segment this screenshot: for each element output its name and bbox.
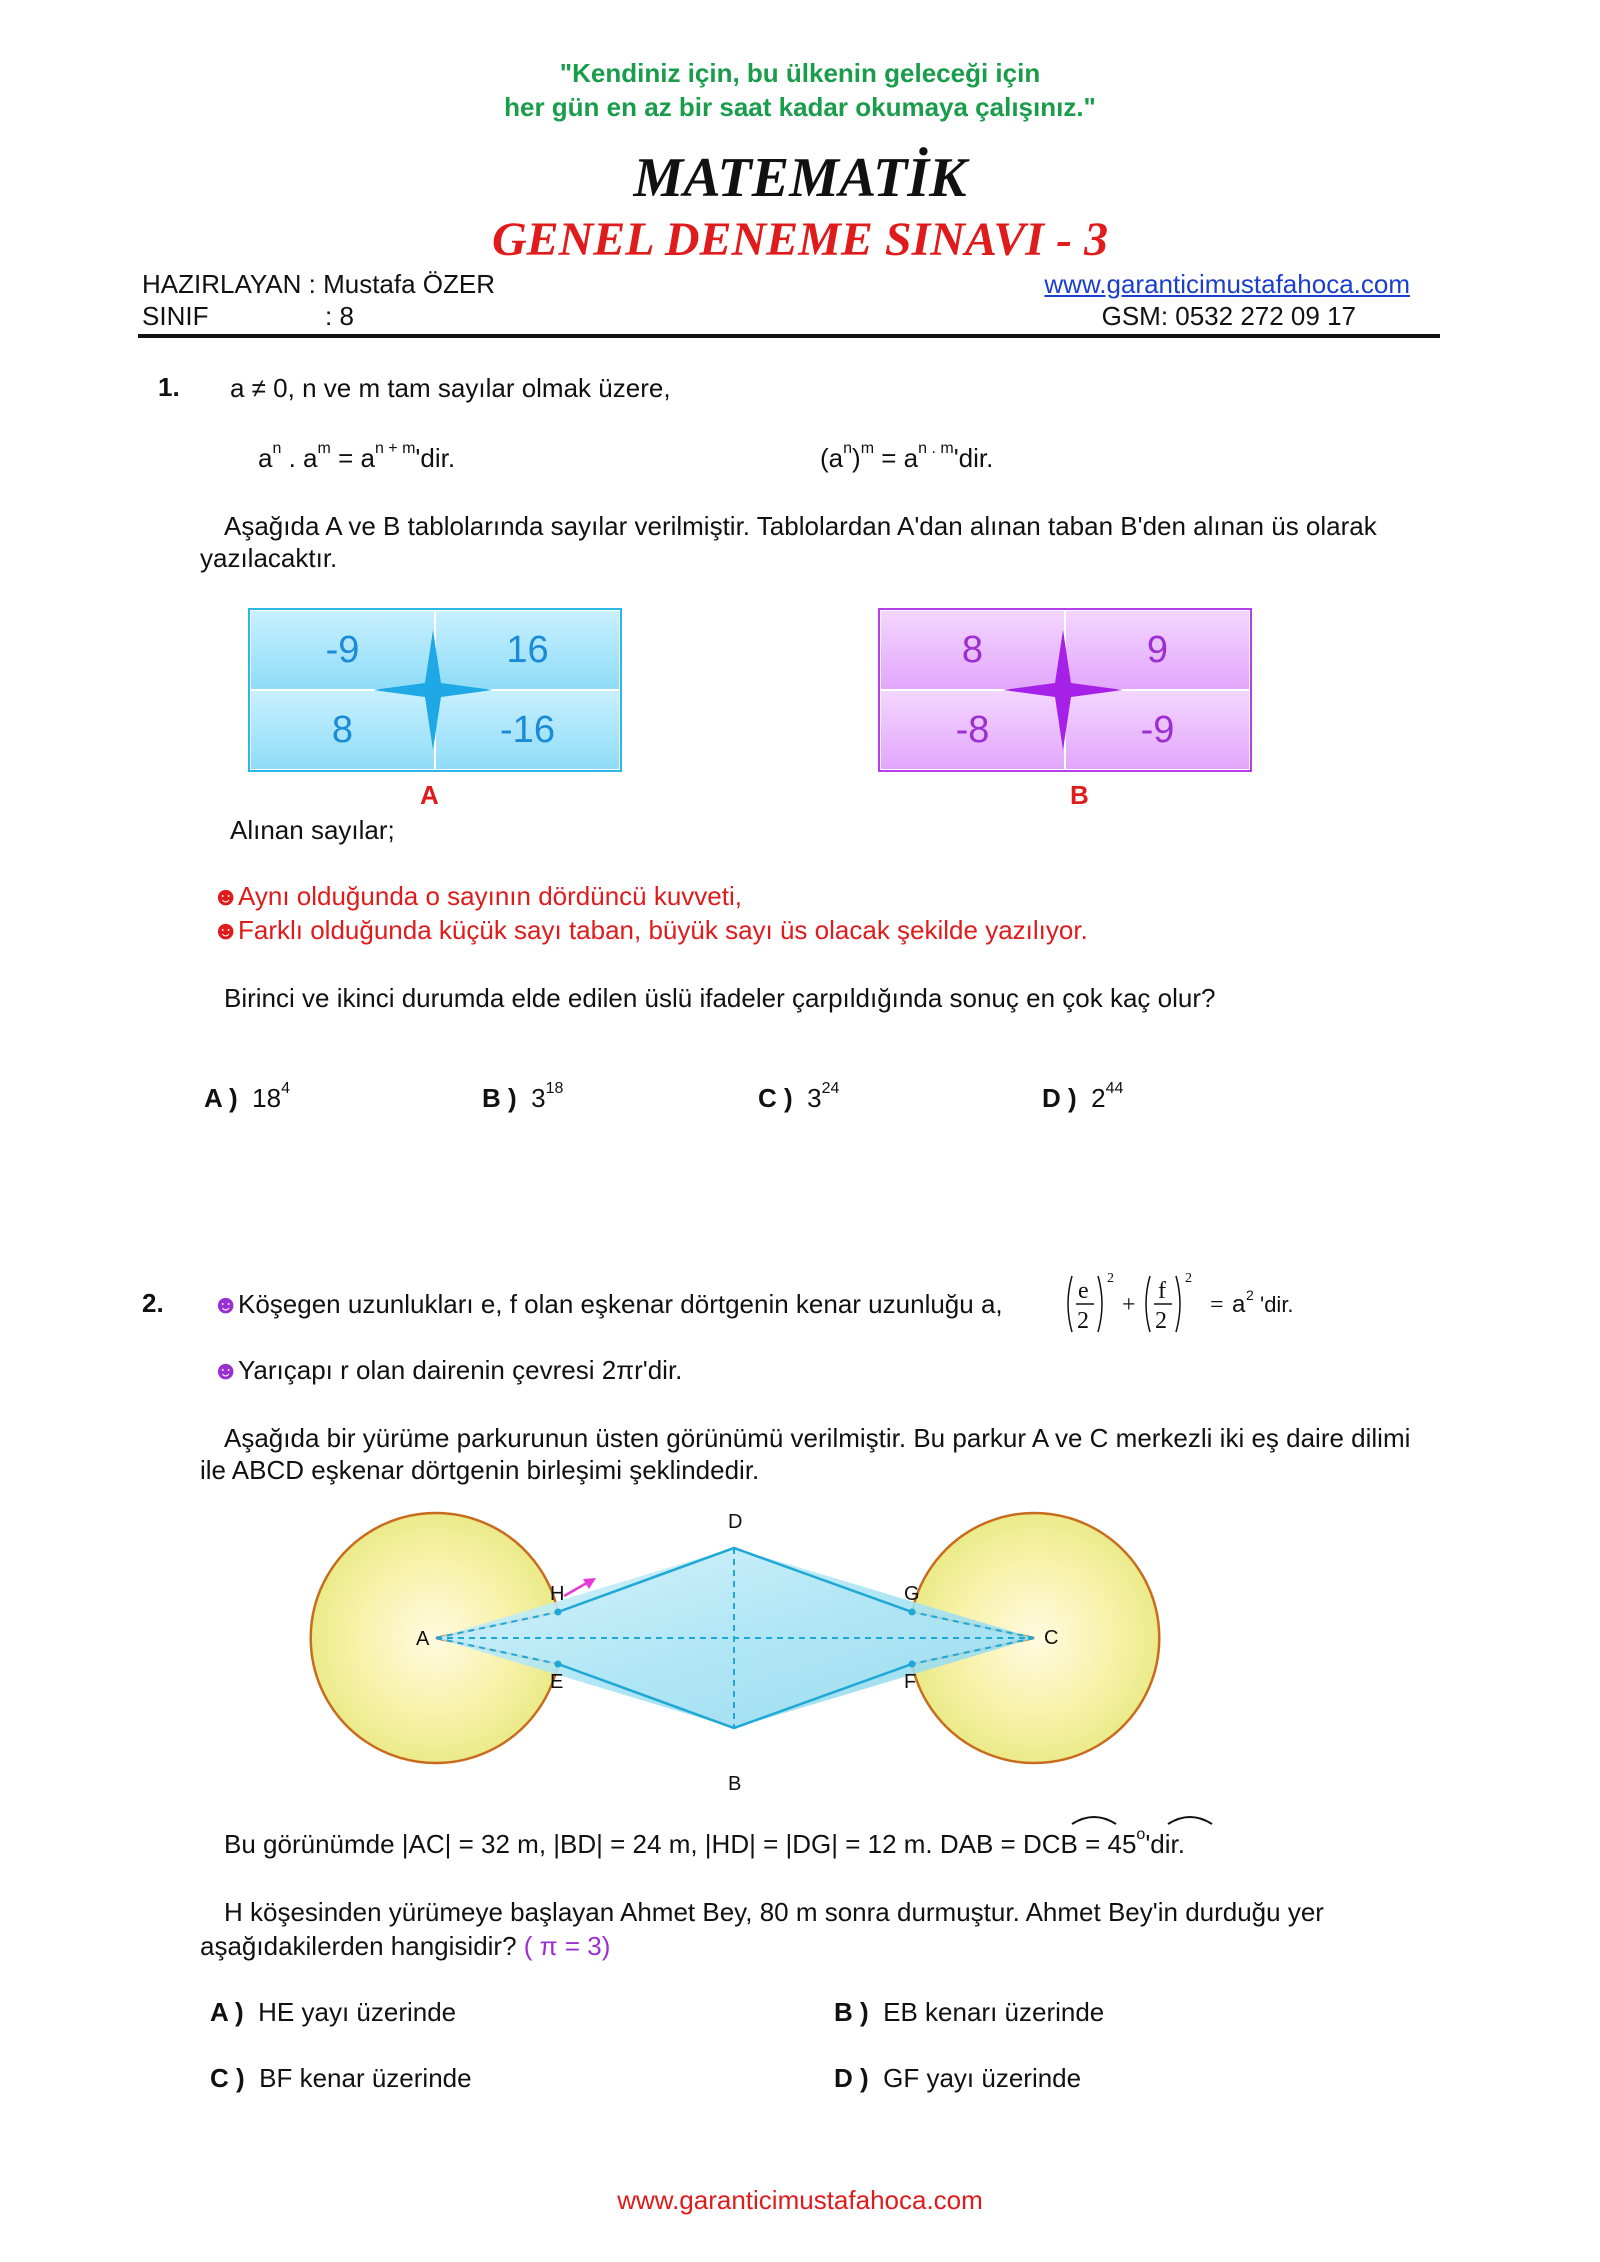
smiley-bullet-icon: ☻ [212,1289,240,1319]
q2-option-b[interactable] [834,1996,1104,2028]
question-2-line-2-text: aşağıdakilerden hangisidir? [200,1931,517,1961]
motto-line-1: "Kendiniz için, bu ülkenin geleceği için [559,58,1041,88]
point-label-f: F [904,1671,917,1693]
option-text: HE yayı üzerinde [258,1997,457,2027]
option-text: BF kenar üzerinde [259,2063,472,2093]
fact-1-text: Köşegen uzunlukları e, f olan eşkenar dörtgenin kenar uzunluğu a, [238,1289,1003,1319]
option-letter: B ) [834,1997,869,2027]
q2-option-d[interactable] [834,2062,1081,2094]
motto-line-2: her gün en az bir saat kadar okumaya çalışınız." [504,92,1096,122]
table-a-cell: 8 [250,690,435,770]
q1-option-c[interactable] [758,1082,839,1114]
option-letter: C ) [758,1083,793,1113]
table-b-star-icon [878,608,1252,772]
table-a-star-icon [248,608,622,772]
class-value: : 8 [325,301,354,331]
table-a-label: A [420,780,439,810]
q1-option-b[interactable] [482,1082,563,1114]
svg-text:=: = [1210,1292,1224,1318]
point-label-a: A [416,1628,430,1650]
exponent-rule-product: $a^n$ . $a^m = a^{n + m}'dir$. [258,440,456,473]
svg-text:2: 2 [1077,1308,1089,1334]
table-b-cell: 8 [880,610,1065,690]
question-2-line-1: H köşesinden yürümeye başlayan Ahmet Bey, 80 m sonra durmuştur. Ahmet Bey'in durduğu yer [224,1897,1324,1927]
question-2-number: 2. [142,1288,164,1318]
page-title: MATEMATİK [633,147,967,209]
question-1-intro: a ≠ 0, n ve m tam sayılar olmak üzere, [230,373,671,403]
question-1-number: 1. [158,372,180,402]
angle-arc-marks [1066,1808,1226,1828]
svg-text:2: 2 [1107,1271,1114,1286]
q1-option-a[interactable] [204,1082,290,1114]
svg-text:2: 2 [1185,1271,1192,1286]
point-label-d: D [728,1511,743,1533]
exponent-rule-power: $(a^n)^m = a^{n . m}'dir$. [820,440,994,473]
smiley-bullet-icon: ☻ [212,1355,240,1385]
q1-option-d[interactable] [1042,1082,1123,1114]
option-letter: A ) [210,1997,244,2027]
given-measures-text: Bu görünümde |AC| = 32 m, |BD| = 24 m, |HD| = |DG| = 12 m. DAB = DCB = 45 [224,1829,1137,1859]
option-letter: C ) [210,2063,245,2093]
point-label-e: E [550,1671,564,1693]
option-exponent: 4 [281,1080,290,1097]
table-b-label: B [1070,780,1089,810]
option-exponent: 44 [1105,1080,1124,1097]
svg-text:e: e [1078,1278,1089,1304]
q2-option-a[interactable] [210,1996,456,2028]
fact-2-text: Yarıçapı r olan dairenin çevresi 2πr'dir. [238,1355,683,1385]
option-exponent: 18 [545,1080,564,1097]
point-label-b: B [728,1773,742,1795]
fact-1 [212,1288,1003,1320]
q2-option-c[interactable] [210,2062,472,2094]
rule-2-text: Farklı olduğunda küçük sayı taban, büyük sayı üs olacak şekilde yazılıyor. [238,915,1088,945]
option-base: 3 [531,1083,546,1113]
given-measures-tail: 'dir. [1145,1829,1185,1859]
option-base: 18 [252,1083,282,1113]
svg-text:f: f [1158,1278,1166,1304]
option-exponent: 24 [821,1080,840,1097]
option-letter: D ) [834,2063,869,2093]
point-label-c: C [1044,1627,1059,1649]
option-letter: D ) [1042,1083,1077,1113]
rule-1-text: Aynı olduğunda o sayının dördüncü kuvveti, [238,881,742,911]
header-divider [138,334,1440,338]
author-label: HAZIRLAYAN : Mustafa ÖZER [142,269,496,299]
svg-text:2: 2 [1155,1308,1167,1334]
smiley-bullet-icon: ☻ [212,915,240,945]
table-b-cell: 9 [1065,610,1250,690]
pi-note: ( π = 3) [523,1931,611,1961]
svg-text:+: + [1122,1292,1136,1318]
option-text: EB kenarı üzerinde [883,1997,1105,2027]
table-a-cell: -16 [435,690,620,770]
degree-icon: o [1136,1826,1146,1843]
point-label-h: H [550,1583,565,1605]
point-label-g: G [904,1583,920,1605]
website-link[interactable]: www.garanticimustafahoca.com [1044,269,1410,299]
footer-website[interactable]: www.garanticimustafahoca.com [617,2185,983,2215]
page-subtitle: GENEL DENEME SINAVI - 3 [491,213,1109,266]
smiley-bullet-icon: ☻ [212,881,240,911]
option-base: 3 [807,1083,822,1113]
option-text: GF yayı üzerinde [883,2063,1082,2093]
option-base: 2 [1091,1083,1106,1113]
table-b-cell: -9 [1065,690,1250,770]
rule-1 [212,880,742,912]
question-1-text: Birinci ve ikinci durumda elde edilen üslü ifadeler çarpıldığında sonuç en çok kaç olur? [224,983,1216,1013]
walking-track-diagram [300,1500,1180,1810]
table-a-cell: -9 [250,610,435,690]
fact-1-tail: 'dir. [1260,1292,1294,1317]
fact-2 [212,1354,682,1386]
option-letter: B ) [482,1083,517,1113]
option-letter: A ) [204,1083,238,1113]
rule-2 [212,914,1088,946]
taken-numbers-label: Alınan sayılar; [230,815,395,845]
gsm-number: GSM: 0532 272 09 17 [1101,301,1356,331]
class-label: SINIF [142,301,209,331]
question-2-paragraph: Aşağıda bir yürüme parkurunun üsten görünümü verilmiştir. Bu parkur A ve C merkezli iki eş daire dilimi ile ABCD eşkenar dörtgenin birleşimi şeklindedir. [200,1423,1411,1485]
question-2-line-2 [200,1930,610,1962]
svg-text:2: 2 [1246,1287,1254,1303]
table-a-cell: 16 [435,610,620,690]
question-1-paragraph: Aşağıda A ve B tablolarında sayılar verilmiştir. Tablolardan A'dan alınan taban B'den alınan üs olarak yazılacaktır. [200,511,1377,573]
svg-text:a: a [1232,1291,1246,1318]
table-b-cell: -8 [880,690,1065,770]
given-measures [224,1828,1185,1860]
